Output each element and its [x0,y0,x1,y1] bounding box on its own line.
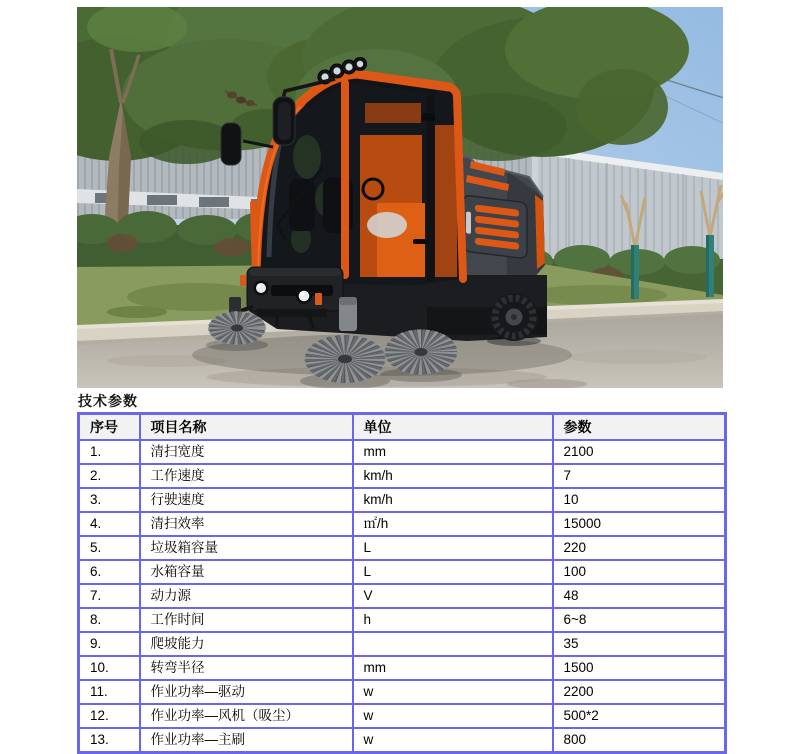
cell-unit: km/h [353,488,553,512]
cell-item: 清扫宽度 [140,440,353,464]
table-row [79,464,726,488]
table-row [79,560,726,584]
cell-value: 15000 [553,512,726,536]
cell-item: 动力源 [140,584,353,608]
cell-value: 35 [553,632,726,656]
section-title: 技术参数 [78,393,138,409]
cell-value: 220 [553,536,726,560]
cell-item: 垃圾箱容量 [140,536,353,560]
cell-unit: mm [353,656,553,680]
specs-table [77,412,727,754]
cell-item: 工作时间 [140,608,353,632]
table-row [79,536,726,560]
cell-value: 10 [553,488,726,512]
table-row [79,632,726,656]
cell-index: 6. [79,560,140,584]
cell-unit: L [353,536,553,560]
hopper-door [463,195,527,259]
cell-unit: w [353,728,553,753]
cell-value: 2100 [553,440,726,464]
cell-value: 48 [553,584,726,608]
table-header-row [79,414,726,441]
cell-unit: km/h [353,464,553,488]
table-row [79,440,726,464]
cell-item: 转弯半径 [140,656,353,680]
cell-item: 水箱容量 [140,560,353,584]
cell-value: 2200 [553,680,726,704]
cell-unit: w [353,704,553,728]
cell-index: 7. [79,584,140,608]
cell-unit: w [353,680,553,704]
cell-index: 11. [79,680,140,704]
side-brush-right [385,330,457,375]
side-brush-center [305,335,385,383]
cell-item: 爬坡能力 [140,632,353,656]
cell-value: 6~8 [553,608,726,632]
cell-value: 800 [553,728,726,753]
door-handle [466,211,471,234]
cell-index: 9. [79,632,140,656]
cell-index: 5. [79,536,140,560]
col-header-unit: 单位 [353,414,553,441]
headlight-right [296,288,312,304]
cell-value: 1500 [553,656,726,680]
cell-index: 8. [79,608,140,632]
cell-unit: L [353,560,553,584]
product-photo [77,7,723,388]
table-row [79,656,726,680]
cell-index: 1. [79,440,140,464]
cell-item: 作业功率—驱动 [140,680,353,704]
cell-item: 工作速度 [140,464,353,488]
cell-value: 500*2 [553,704,726,728]
cell-item: 清扫效率 [140,512,353,536]
cell-value: 7 [553,464,726,488]
table-row [79,680,726,704]
headlight-left [254,281,269,296]
cell-index: 2. [79,464,140,488]
col-header-value: 参数 [553,414,726,441]
cell-value: 100 [553,560,726,584]
cell-index: 13. [79,728,140,753]
table-row [79,704,726,728]
cell-index: 3. [79,488,140,512]
table-row [79,608,726,632]
col-header-item: 项目名称 [140,414,353,441]
cell-index: 12. [79,704,140,728]
table-row [79,584,726,608]
cell-index: 4. [79,512,140,536]
col-header-index: 序号 [79,414,140,441]
cell-unit: ㎡/h [353,512,553,536]
cell-unit [353,632,553,656]
table-row [79,512,726,536]
cell-item: 作业功率—风机（吸尘） [140,704,353,728]
cell-unit: V [353,584,553,608]
table-row [79,728,726,753]
cell-index: 10. [79,656,140,680]
front-bumper [240,267,343,317]
cell-unit: mm [353,440,553,464]
side-brush-left [209,312,265,344]
cell-unit: h [353,608,553,632]
cell-item: 作业功率—主刷 [140,728,353,753]
table-row [79,488,726,512]
cell-item: 行驶速度 [140,488,353,512]
